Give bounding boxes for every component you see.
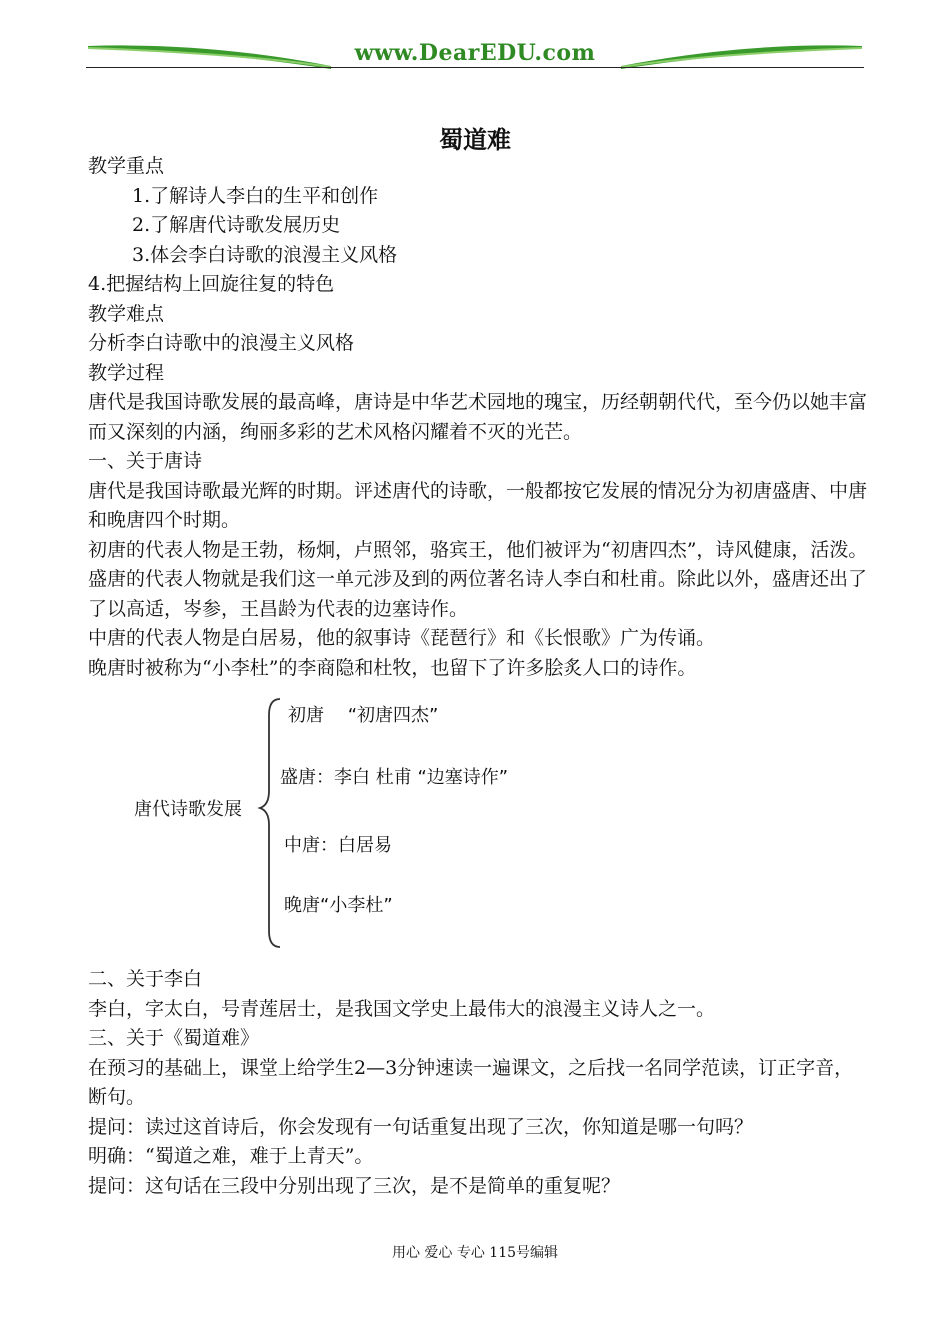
header-rule [86, 67, 864, 68]
part1-paragraph: 唐代是我国诗歌最光辉的时期。评述唐代的诗歌，一般都按它发展的情况分为初唐盛唐、中唐和晚唐四个时期。 [88, 479, 868, 531]
part3-heading: 三、关于《蜀道难》 [88, 1027, 260, 1049]
part1-paragraph: 初唐的代表人物是王勃，杨炯，卢照邻，骆宾王，他们被评为“初唐四杰”，诗风健康，活泼。 [88, 538, 868, 561]
part1-heading: 一、关于唐诗 [88, 450, 203, 472]
diagram-branch-late: 晚唐“小李杜” [284, 895, 393, 916]
difficulty-text: 分析李白诗歌中的浪漫主义风格 [88, 332, 355, 354]
page-title: 蜀道难 [439, 126, 511, 154]
key-point-1: 1.了解诗人李白的生平和创作 [132, 184, 379, 207]
tang-poetry-diagram [88, 691, 868, 955]
page-footer: 用心 爱心 专心 115号编辑 [391, 1245, 559, 1261]
site-logo: www.DearEDU.com [86, 40, 864, 66]
diagram-branch-high: 盛唐：李白 杜甫 “边塞诗作” [280, 767, 509, 788]
part3-paragraph: 提问：读过这首诗后，你会发现有一句话重复出现了三次，你知道是哪一句吗？ [88, 1115, 754, 1138]
part3-paragraph: 在预习的基础上，课堂上给学生2—3分钟速读一遍课文，之后找一名同学范读，订正字音，断句。 [88, 1056, 854, 1108]
part2-heading: 二、关于李白 [88, 968, 203, 990]
process-heading: 教学过程 [88, 361, 165, 384]
diagram-branch-mid: 中唐：白居易 [284, 835, 392, 856]
key-point-2: 2.了解唐代诗歌发展历史 [132, 214, 341, 236]
key-point-3: 3.体会李白诗歌的浪漫主义风格 [132, 243, 398, 266]
part1-paragraph: 盛唐的代表人物就是我们这一单元涉及到的两位著名诗人李白和杜甫。除此以外，盛唐还出了了以高适，岑参，王昌龄为代表的边塞诗作。 [88, 568, 868, 620]
document-body [88, 152, 868, 1201]
diagram-branch-early: 初唐 “初唐四杰” [288, 705, 439, 726]
key-points-heading: 教学重点 [88, 155, 165, 177]
part1-paragraph: 中唐的代表人物是白居易，他的叙事诗《琵琶行》和《长恨歌》广为传诵。 [88, 627, 716, 649]
part3-paragraph: 明确：“蜀道之难，难于上青天”。 [88, 1145, 374, 1167]
part3-paragraph: 提问：这句话在三段中分别出现了三次，是不是简单的重复呢？ [88, 1174, 621, 1197]
process-intro: 唐代是我国诗歌发展的最高峰，唐诗是中华艺术园地的瑰宝，历经朝朝代代，至今仍以她丰富而又深刻的内涵，绚丽多彩的艺术风格闪耀着不灭的光芒。 [88, 391, 868, 443]
key-point-4: 4.把握结构上回旋往复的特色 [88, 273, 335, 295]
diagram-root: 唐代诗歌发展 [134, 799, 242, 820]
site-header [86, 36, 864, 70]
difficulty-heading: 教学难点 [88, 302, 165, 325]
part2-text: 李白，字太白，号青莲居士，是我国文学史上最伟大的浪漫主义诗人之一。 [88, 997, 716, 1020]
part1-paragraph: 晚唐时被称为“小李杜”的李商隐和杜牧，也留下了许多脍炙人口的诗作。 [88, 656, 697, 679]
